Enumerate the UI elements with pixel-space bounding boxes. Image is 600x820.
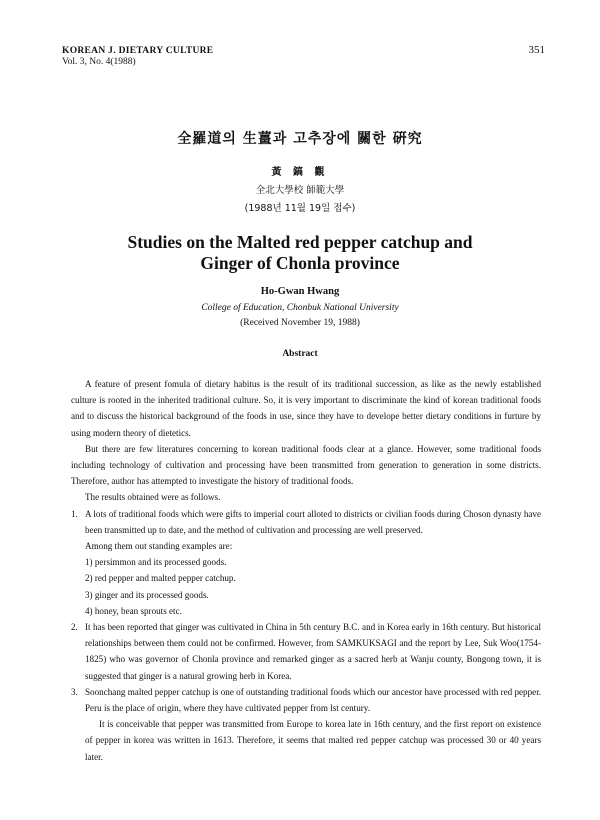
journal-volume: Vol. 3, No. 4(1988) [62,57,136,67]
english-title-line1: Studies on the Malted red pepper catchup and [127,232,473,252]
result-item-1-sub-2: 2) red pepper and malted pepper catchup. [85,573,236,584]
journal-name: KOREAN J. DIETARY CULTURE [62,46,214,56]
english-affiliation: College of Education, Chonbuk National University [201,303,399,313]
abstract-body [71,376,541,765]
english-title-line2: Ginger of Chonla province [200,253,400,273]
abstract-heading: Abstract [282,349,318,359]
result-item-3-continuation: It is conceivable that pepper was transmitted from Europe to korea late in 16th century, and the first report on existence of pepper in korea was written in 1613. Therefore, it seems that malted red pepper catchup was processed 30 or 40 years later. [85,719,541,762]
result-item-1-sub-4: 4) honey, bean sprouts etc. [85,605,182,616]
result-item-2-number: 2. [71,622,78,633]
result-item-1-sub-intro: Among them out standing examples are: [85,541,233,552]
result-item-1 [71,506,541,538]
abstract-paragraph-1: A feature of present fomula of dietary habitus is the result of its traditional succession, as like as the newly established culture is rooted in the inherited traditional culture. So, it is very important to discriminate the kind of korean traditional foods and to discuss the historical background of the foods in use, since they have to develope better dietary conditions in furture by using modern theory of dietetics. [71,379,541,438]
korean-title: 全羅道의 生薑과 고추장에 關한 硏究 [177,131,423,147]
result-item-3 [71,684,541,716]
journal-header [62,46,213,68]
result-item-1-text: A lots of traditional foods which were gifts to imperial court alloted to districts or civilian foods during Choson dynasty have been transmitted up to date, and the method of cultivation and processing are well preserved. [85,508,541,535]
result-item-2-text: It has been reported that ginger was cultivated in China in 5th century B.C. and in Korea early in 16th century. But historical relationships between them could not be confirmed. However, from SAMKUKSAGI and the report by Lee, Suk Woo(1754-1825) who was governor of Chonla province and remarked ginger as a sacred herb at Wanju county, Bongong town, it is suggested that ginger is a natural growing herb in Korea. [85,622,541,681]
result-item-1-sub-1: 1) persimmon and its processed goods. [85,557,227,568]
english-author: Ho-Gwan Hwang [260,286,340,297]
result-item-2 [71,619,541,684]
english-title [0,232,600,274]
english-received-date: (Received November 19, 1988) [240,318,360,328]
result-item-1-sub-3: 3) ginger and its processed goods. [85,589,209,600]
korean-author: 黃 鎬 觀 [271,167,329,178]
result-item-1-number: 1. [71,508,78,519]
page-number: 351 [528,44,545,56]
korean-received-date: (1988년 11월 19일 접수) [244,203,356,214]
abstract-paragraph-3: The results obtained were as follows. [85,492,221,503]
korean-affiliation: 全北大學校 師範大學 [255,185,345,196]
result-item-3-text: Soonchang malted pepper catchup is one of outstanding traditional foods which our ancestor have processed with red pepper. Peru is the place of origin, where they have cultivated pepper from lst century. [85,686,541,714]
abstract-paragraph-2: But there are few literatures concerning to korean traditional foods clear at a glance. However, some traditional foods including technology of cultivation and processing have been transmitted from generation to generation in some districts. Therefore, author has attempted to investigate the history of traditional foods. [71,443,541,487]
result-item-3-number: 3. [71,686,78,697]
